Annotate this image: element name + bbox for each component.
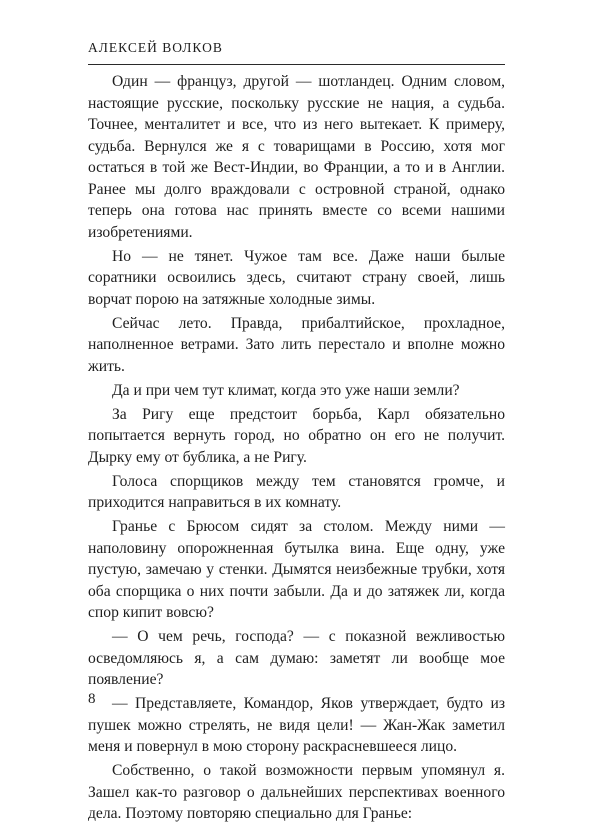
header-rule [88, 64, 505, 65]
paragraph: Голоса спорщиков между тем становятся громче, и приходится направиться в их комнату. [88, 472, 505, 511]
paragraph: Но — не тянет. Чужое там все. Даже наши былые соратники освоились здесь, считают страну своей, лишь ворчат порою на затяжные холодные зимы. [88, 247, 505, 308]
page-number: 8 [88, 691, 96, 707]
running-head-author: АЛЕКСЕЙ ВОЛКОВ [88, 40, 223, 55]
paragraph: За Ригу еще предстоит борьба, Карл обязательно попытается вернуть город, но обратно он его не получит. Дырку ему от бублика, а не Ригу. [88, 405, 505, 466]
paragraph: — Представляете, Командор, Яков утверждает, будто из пушек можно стрелять, не видя цели! — Жан-Жак заметил меня и повернул в мою сторону раскрасневшееся лицо. [88, 695, 505, 755]
paragraph: Да и при чем тут климат, когда это уже наши земли? [112, 381, 460, 399]
paragraph: Собственно, о такой возможности первым упомянул я. Зашел как-то разговор о дальнейших перспективах военного дела. Поэтому повторяю специально для Гранье: [88, 762, 505, 822]
paragraph: — О чем речь, господа? — с показной вежливостью осведомляюсь я, а сам думаю: заметят ли вообще мое появление? [88, 628, 505, 688]
paragraph: Гранье с Брюсом сидят за столом. Между ними — наполовину опорожненная бутылка вина. Еще одну, уже пустую, замечаю у стенки. Дымятся неизбежные трубки, хотя оба спорщика о них почти забыли. Да и до затяжек ли, когда спор кипит вовсю? [88, 518, 505, 621]
body-text [88, 71, 505, 827]
paragraph: Один — француз, другой — шотландец. Одним словом, настоящие русские, поскольку русские не нация, а судьба. Точнее, менталитет и все, что из него вытекает. К примеру, судьба. Вернулся же я с товарищами в Россию, хотя мог остаться в той же Вест-Индии, во Франции, а то и в Англии. Ранее мы долго враждовали с островной страной, однако теперь она готова нас принять вместе со всеми нашими изобретениями. [88, 73, 505, 241]
paragraph: Сейчас лето. Правда, прибалтийское, прохладное, наполненное ветрами. Зато лить перестало и вполне можно жить. [88, 314, 505, 375]
